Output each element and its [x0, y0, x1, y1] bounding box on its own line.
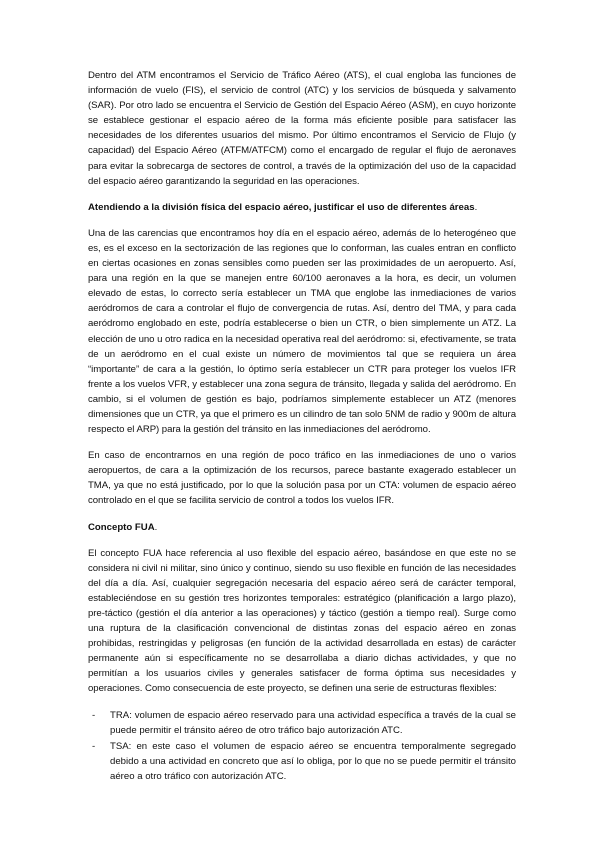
paragraph-fua-description: El concepto FUA hace referencia al uso flexible del espacio aéreo, basándose en que este no se considera ni civil ni militar, sino único y continuo, siendo su uso flexible en función de las necesidades del día a día. Así, cualquier segregación necesaria del espacio aéreo será de carácter temporal, estableciéndose en su gestión tres horizontes temporales: estratégico (planificación a largo plazo), pre-táctico (gestión el día anterior a las operaciones) y táctico (gestión a tiempo real). Surge como una ruptura de la clasificación convencional de distintas zonas del espacio aéreo en zonas prohibidas, restringidas y peligrosas (en función de la actividad desarrollada en estas) de carácter permanente aún si específicamente no se desarrollaba a diario dichas actividades, y que no permitían a los usuarios civiles y generales satisfacer de forma óptima sus necesidades y operaciones. Como consecuencia de este proyecto, se definen una serie de estructuras flexibles:	[88, 547, 516, 695]
flexible-structures-list	[88, 708, 516, 784]
paragraph-airspace-areas: Una de las carencias que encontramos hoy día en el espacio aéreo, además de lo heterogéneo que es, es el exceso en la sectorización de las regiones que lo conforman, las cuales entran en conflicto en ciertas ocasiones en zonas sensibles como pueden ser las proximidades de un aeropuerto. Así, para una región en la que se manejen entre 60/100 aeronaves a la hora, es decir, un volumen elevado de estas, lo correcto sería establecer un TMA que englobe las inmediaciones de varios aeródromos de cara a controlar el flujo de convergencia de rutas. Así, dentro del TMA, y para cada aeródromo englobado en este, podría establecerse o bien un CTR, o bien simplemente un ATZ. La elección de uno u otro radica en la necesidad operativa real del aeródromo: si, efectivamente, se trata de un aeródromo en el cual existe un número de movimientos tal que se requiera un área “importante” de cara a la gestión, lo óptimo sería establecer un CTR para proteger los vuelos IFR frente a los vuelos VFR, y establecer una zona segura de tránsito, llegada y salida del aeródromo. En cambio, si el volumen de gestión es bajo, podríamos simplemente establecer un ATZ (menores dimensiones que un CTR, ya que el primero es un cilindro de tan solo 5NM de radio y 900m de altura respecto el ARP) para la gestión del tránsito en las inmediaciones del aeródromo.	[88, 227, 516, 436]
list-item-text: TRA: volumen de espacio aéreo reservado para una actividad específica a través de la cual se puede permitir el tránsito aéreo de otro tráfico bajo autorización ATC.	[110, 709, 516, 736]
list-bullet: -	[92, 709, 96, 721]
list-bullet: -	[92, 740, 96, 752]
paragraph-atm-services: Dentro del ATM encontramos el Servicio de Tráfico Aéreo (ATS), el cual engloba las funciones de información de vuelo (FIS), el servicio de control (ATC) y los servicios de búsqueda y salvamento (SAR). Por otro lado se encuentra el Servicio de Gestión del Espacio Aéreo (ASM), en cuyo horizonte se establece gestionar el espacio aéreo de la forma más eficiente posible para satisfacer las necesidades de los diferentes usuarios del mismo. Por último encontramos el Servicio de Flujo (y capacidad) del Espacio Aéreo (ATFM/ATFCM) como el encargado de regular el flujo de aeronaves para evitar la sobrecarga de sectores de control, a través de la optimización del uso de la capacidad del espacio aéreo garantizando la seguridad en las operaciones.	[88, 70, 516, 187]
heading-period: .	[154, 521, 158, 533]
heading-text: Concepto FUA	[88, 521, 155, 533]
section-heading-airspace-division	[88, 200, 516, 215]
paragraph-low-traffic-region: En caso de encontrarnos en una región de poco tráfico en las inmediaciones de uno o varios aeropuertos, de cara a la optimización de los recursos, parece bastante exagerado establecer un TMA, ya que no está justificado, por lo que la solución pasa por un CTA: volumen de espacio aéreo controlado en el que se facilita servicio de control a todos los vuelos IFR.	[88, 450, 516, 507]
section-heading-fua-concept	[88, 520, 516, 535]
heading-period: .	[474, 201, 478, 213]
document-page	[88, 68, 516, 785]
list-item-tra	[88, 708, 516, 738]
list-item-tsa	[88, 739, 516, 784]
heading-text: Atendiendo a la división física del espacio aéreo, justificar el uso de diferentes áreas	[88, 201, 475, 213]
list-item-text: TSA: en este caso el volumen de espacio aéreo se encuentra temporalmente segregado debido a una actividad en concreto que así lo obliga, por lo que no se puede permitir el tránsito aéreo a otro tráfico con autorización ATC.	[110, 740, 516, 782]
